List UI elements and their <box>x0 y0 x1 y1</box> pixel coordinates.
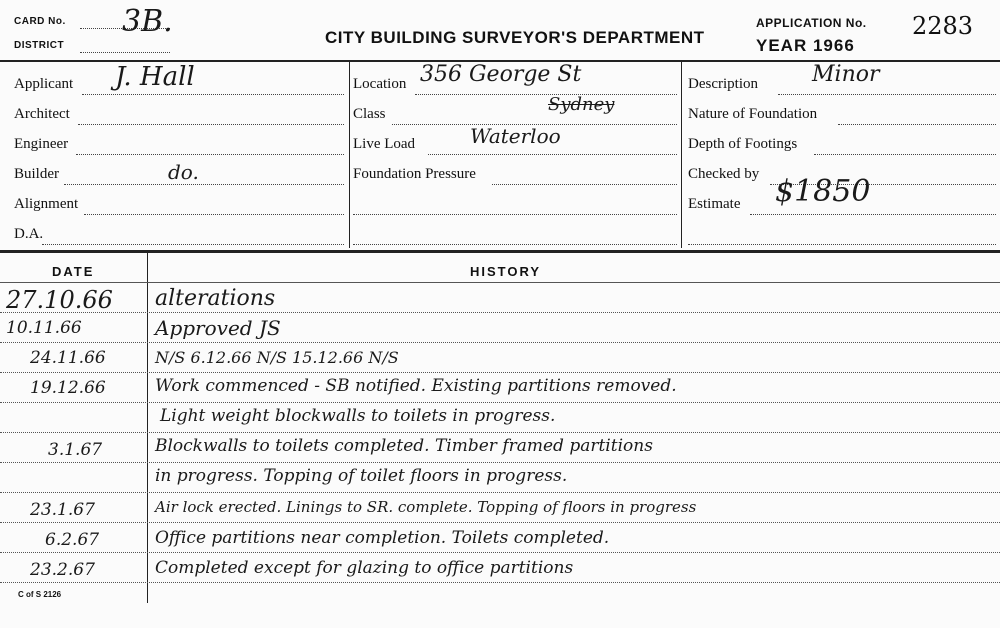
nature-of-foundation-label: Nature of Foundation <box>688 106 818 122</box>
application-number: 2283 <box>912 12 974 40</box>
history-entry: Completed except for glazing to office partitions <box>155 558 574 578</box>
history-date: 19.12.66 <box>30 378 106 398</box>
estimate-value: $1850 <box>775 174 871 209</box>
da-line <box>42 244 344 245</box>
history-entry: alterations <box>155 286 276 311</box>
history-entry: in progress. Topping of toilet floors in progress. <box>155 466 568 486</box>
engineer-line <box>76 154 344 155</box>
builder-line <box>64 184 344 185</box>
alignment-label: Alignment <box>14 196 79 212</box>
location-struck-value: Sydney <box>548 94 615 115</box>
history-date: 10.11.66 <box>6 318 82 338</box>
architect-line <box>78 124 344 125</box>
history-date: 24.11.66 <box>30 348 106 368</box>
history-rule <box>0 462 1000 463</box>
location-line <box>415 94 677 95</box>
history-rule <box>0 342 1000 343</box>
history-entry: Air lock erected. Linings to SR. complete. Topping of floors in progress <box>155 498 697 516</box>
history-date: 23.1.67 <box>30 500 95 520</box>
checked-by-label: Checked by <box>688 166 760 182</box>
da-label: D.A. <box>14 226 44 242</box>
live-load-label: Live Load <box>353 136 416 152</box>
nature-of-foundation-line <box>838 124 996 125</box>
applicant-value: J. Hall <box>115 62 195 92</box>
foundation-pressure-label: Foundation Pressure <box>353 166 476 182</box>
history-rule <box>0 492 1000 493</box>
history-entry: N/S 6.12.66 N/S 15.12.66 N/S <box>155 348 399 367</box>
class-label: Class <box>353 106 386 122</box>
history-column-header: HISTORY <box>470 264 542 279</box>
applicant-label: Applicant <box>14 76 74 92</box>
history-date: 6.2.67 <box>45 530 100 550</box>
right-blank-line <box>688 244 996 245</box>
district-label: DISTRICT <box>14 40 65 51</box>
builder-label: Builder <box>14 166 59 182</box>
history-entry: Work commenced - SB notified. Existing partitions removed. <box>155 376 677 396</box>
history-date: 23.2.67 <box>30 560 95 580</box>
form-code: C of S 2126 <box>18 590 62 599</box>
builder-value: do. <box>168 160 199 184</box>
engineer-label: Engineer <box>14 136 69 152</box>
foundation-pressure-line <box>492 184 677 185</box>
history-rule <box>0 552 1000 553</box>
application-label: APPLICATION No. <box>756 16 867 30</box>
history-rule <box>0 372 1000 373</box>
field-col-divider-1 <box>349 62 350 248</box>
history-date: 3.1.67 <box>48 440 103 460</box>
date-column-header: DATE <box>52 264 95 279</box>
field-col-divider-2 <box>681 62 682 248</box>
fields-bottom-border <box>0 250 1000 253</box>
middle-blank-line-1 <box>353 214 677 215</box>
applicant-line <box>82 94 344 95</box>
middle-blank-line-2 <box>353 244 677 245</box>
department-title: CITY BUILDING SURVEYOR'S DEPARTMENT <box>325 28 705 47</box>
history-rule <box>0 522 1000 523</box>
estimate-label: Estimate <box>688 196 741 212</box>
history-rule <box>0 582 1000 583</box>
depth-of-footings-line <box>814 154 996 155</box>
history-rule <box>0 312 1000 313</box>
card-no-label: CARD No. <box>14 16 66 27</box>
description-value: Minor <box>812 62 880 87</box>
history-entry: Blockwalls to toilets completed. Timber framed partitions <box>155 436 653 456</box>
description-line <box>778 94 996 95</box>
location-label: Location <box>353 76 407 92</box>
location-extra-value: Waterloo <box>470 124 561 148</box>
district-line <box>80 52 170 53</box>
history-rule <box>0 402 1000 403</box>
history-header-rule <box>0 282 1000 283</box>
description-label: Description <box>688 76 758 92</box>
history-entry: Office partitions near completion. Toilets completed. <box>155 528 610 548</box>
history-entry: Light weight blockwalls to toilets in progress. <box>160 406 556 426</box>
history-rule <box>0 432 1000 433</box>
architect-label: Architect <box>14 106 70 122</box>
alignment-line <box>84 214 344 215</box>
estimate-line <box>750 214 996 215</box>
location-value: 356 George St <box>420 62 582 87</box>
card-no-value: 3B. <box>122 4 173 39</box>
live-load-line <box>428 154 677 155</box>
history-column-divider <box>147 253 148 603</box>
year-label: YEAR 1966 <box>756 36 855 55</box>
depth-of-footings-label: Depth of Footings <box>688 136 798 152</box>
history-date: 27.10.66 <box>6 286 113 314</box>
class-line <box>392 124 677 125</box>
history-entry: Approved JS <box>155 316 281 340</box>
